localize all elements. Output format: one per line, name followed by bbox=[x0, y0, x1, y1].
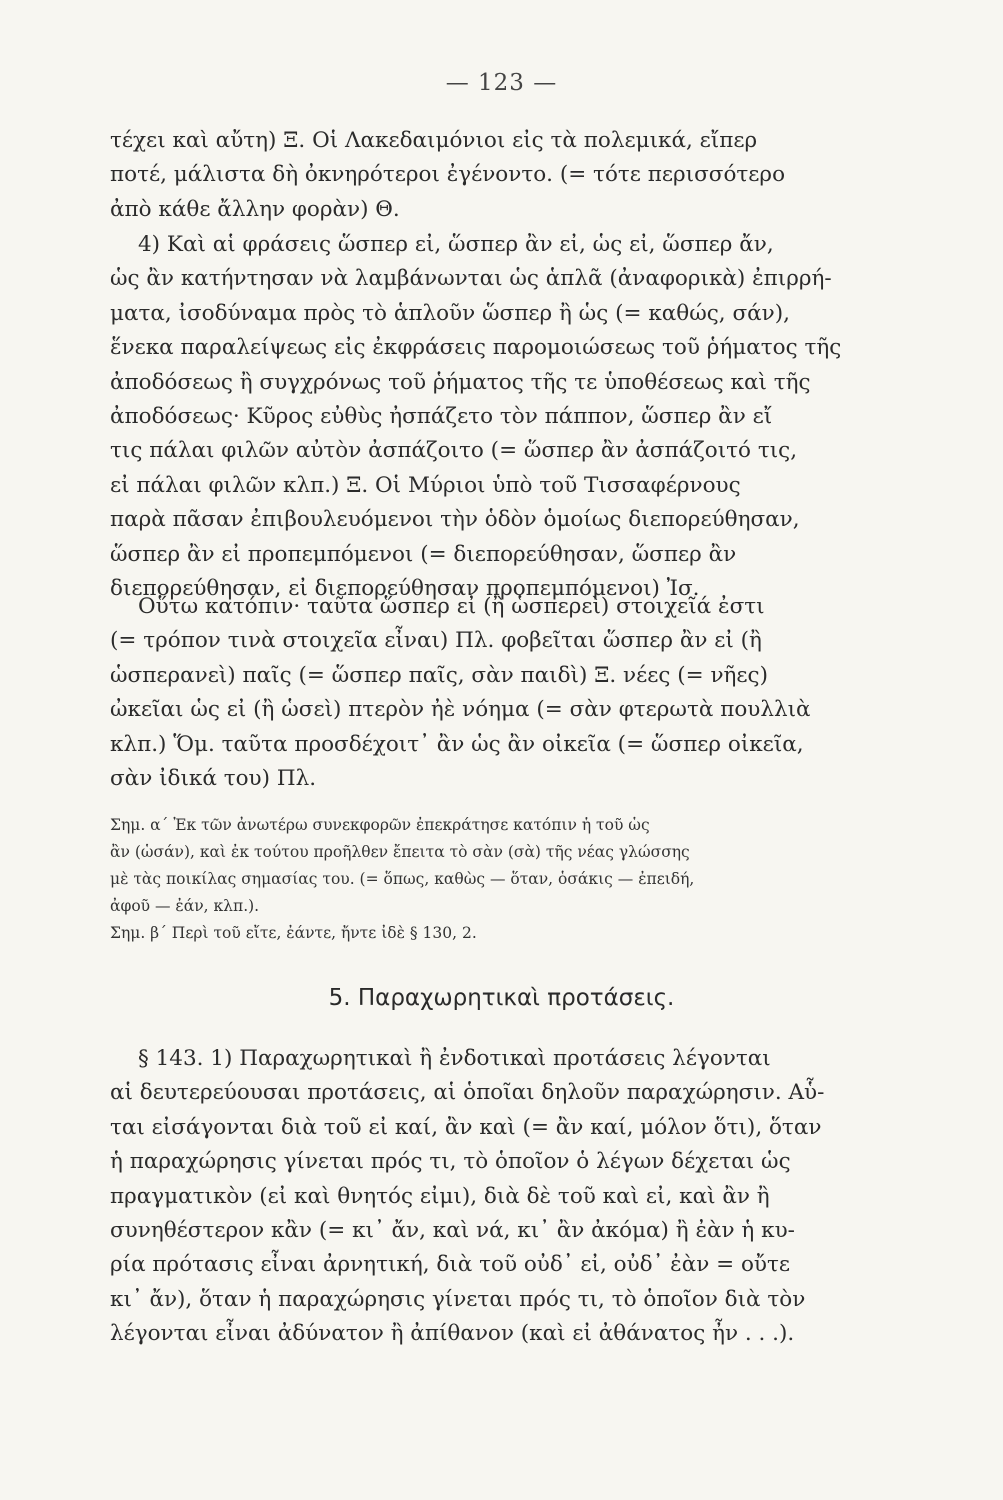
text-line: συνηθέστερον κἂν (= κι᾽ ἄν, καὶ νά, κι᾽ ἂν ἀκόμα) ἢ ἐὰν ἡ κυ- bbox=[110, 1218, 795, 1244]
note-line: μὲ τὰς ποικίλας σημασίας του. (= ὅπως, καθὼς — ὅταν, ὁσάκις — ἐπειδή, bbox=[110, 870, 695, 888]
text-line: ποτέ, μάλιστα δὴ ὀκνηρότεροι ἐγένοντο. (= τότε περισσότερο bbox=[110, 162, 786, 188]
text-line: ὡσπερανεὶ) παῖς (= ὥσπερ παῖς, σὰν παιδὶ) Ξ. νέες (= νῆες) bbox=[110, 662, 768, 688]
text-line: κι᾽ ἄν), ὅταν ἡ παραχώρησις γίνεται πρός τι, τὸ ὁποῖον διὰ τὸν bbox=[110, 1286, 806, 1312]
text-line: αἱ δευτερεύουσαι προτάσεις, αἱ ὁποῖαι δηλοῦν παραχώρησιν. Αὗ- bbox=[110, 1080, 825, 1106]
text-line: λέγονται εἶναι ἀδύνατον ἢ ἀπίθανον (καὶ εἰ ἀθάνατος ἦν . . .). bbox=[110, 1321, 795, 1347]
text-line: τέχει καὶ αὔτη) Ξ. Οἱ Λακεδαιμόνιοι εἰς τὰ πολεμικά, εἴπερ bbox=[110, 128, 758, 153]
note-line: Σημ. α΄ Ἐκ τῶν ἀνωτέρω συνεκφορῶν ἐπεκράτησε κατόπιν ἡ τοῦ ὡς bbox=[110, 816, 650, 834]
paragraph-examples bbox=[110, 590, 830, 796]
text-line: ἀποδόσεως ἢ συγχρόνως τοῦ ῥήματος τῆς τε ὑποθέσεως καὶ τῆς bbox=[110, 369, 811, 395]
text-line: 4) Καὶ αἱ φράσεις ὥσπερ εἰ, ὥσπερ ἂν εἰ, ὡς εἰ, ὥσπερ ἄν, bbox=[138, 232, 774, 257]
text-line: εἰ πάλαι φιλῶν κλπ.) Ξ. Οἱ Μύριοι ὑπὸ τοῦ Τισσαφέρνους bbox=[110, 472, 741, 498]
paragraph-section-143 bbox=[110, 1042, 830, 1352]
text-line: κλπ.) Ὅμ. ταῦτα προσδέχοιτ᾽ ἂν ὡς ἂν οἰκεῖα (= ὥσπερ οἰκεῖα, bbox=[110, 731, 804, 757]
text-line: πραγματικὸν (εἰ καὶ θνητός εἰμι), διὰ δὲ τοῦ καὶ εἰ, καὶ ἂν ἢ bbox=[110, 1183, 770, 1209]
text-line: ἕνεκα παραλείψεως εἰς ἐκφράσεις παρομοιώσεως τοῦ ῥήματος τῆς bbox=[110, 335, 842, 361]
text-line: διεπορεύθησαν, εἰ διεπορεύθησαν προπεμπόμενοι) Ἰσ. bbox=[110, 576, 700, 602]
note-line: Σημ. β΄ Περὶ τοῦ εἴτε, ἐάντε, ἤντε ἰδὲ § 130, 2. bbox=[110, 924, 477, 942]
text-line: (= τρόπον τινὰ στοιχεῖα εἶναι) Πλ. φοβεῖται ὥσπερ ἂν εἰ (ἢ bbox=[110, 628, 762, 654]
footnote-beta bbox=[110, 920, 840, 947]
footnote-alpha bbox=[110, 812, 840, 920]
text-line: σὰν ἰδικά του) Πλ. bbox=[110, 766, 317, 792]
text-line: ματα, ἰσοδύναμα πρὸς τὸ ἁπλοῦν ὥσπερ ἢ ὡς (= καθώς, σάν), bbox=[110, 300, 790, 326]
text-line: ἡ παραχώρησις γίνεται πρός τι, τὸ ὁποῖον ὁ λέγων δέχεται ὡς bbox=[110, 1149, 791, 1175]
page-number: — 123 — bbox=[445, 70, 558, 96]
paragraph-phrases bbox=[110, 228, 842, 606]
text-line: ὡς ἂν κατήντησαν νὰ λαμβάνωνται ὡς ἁπλᾶ (ἀναφορικὰ) ἐπιρρή- bbox=[110, 266, 832, 292]
note-line: ἀφοῦ — ἐάν, κλπ.). bbox=[110, 897, 260, 915]
text-line: τις πάλαι φιλῶν αὐτὸν ἀσπάζοιτο (= ὥσπερ ἂν ἀσπάζοιτό τις, bbox=[110, 438, 798, 464]
paragraph-continuation bbox=[110, 124, 830, 227]
text-line: ἀπὸ κάθε ἄλλην φορὰν) Θ. bbox=[110, 196, 400, 222]
text-line: Οὕτω κατόπιν· ταῦτα ὥσπερ εἰ (ἢ ὡσπερεὶ) στοιχεῖά ἐστι bbox=[138, 594, 765, 619]
text-line: ρία πρότασις εἶναι ἀρνητική, διὰ τοῦ οὐδ᾽ εἰ, οὐδ᾽ ἐὰν = οὔτε bbox=[110, 1252, 791, 1278]
text-line: ὠκεῖαι ὡς εἰ (ἢ ὡσεὶ) πτερὸν ἠὲ νόημα (= σὰν φτερωτὰ πουλλιὰ bbox=[110, 697, 811, 723]
text-line: ἀποδόσεως· Κῦρος εὐθὺς ἠσπάζετο τὸν πάππον, ὥσπερ ἂν εἴ bbox=[110, 404, 773, 430]
text-line: ὥσπερ ἂν εἰ προπεμπόμενοι (= διεπορεύθησαν, ὥσπερ ἂν bbox=[110, 541, 737, 567]
text-line: § 143. 1) Παραχωρητικαὶ ἢ ἐνδοτικαὶ προτάσεις λέγονται bbox=[138, 1046, 771, 1071]
text-line: ται εἰσάγονται διὰ τοῦ εἰ καί, ἂν καὶ (= ἂν καί, μόλον ὅτι), ὅταν bbox=[110, 1114, 822, 1140]
section-heading: 5. Παραχωρητικαὶ προτάσεις. bbox=[328, 985, 675, 1011]
note-line: ἂν (ὡσάν), καὶ ἐκ τούτου προῆλθεν ἔπειτα τὸ σὰν (σὰ) τῆς νέας γλώσσης bbox=[110, 843, 690, 861]
text-line: παρὰ πᾶσαν ἐπιβουλευόμενοι τὴν ὁδὸν ὁμοίως διεπορεύθησαν, bbox=[110, 507, 800, 533]
